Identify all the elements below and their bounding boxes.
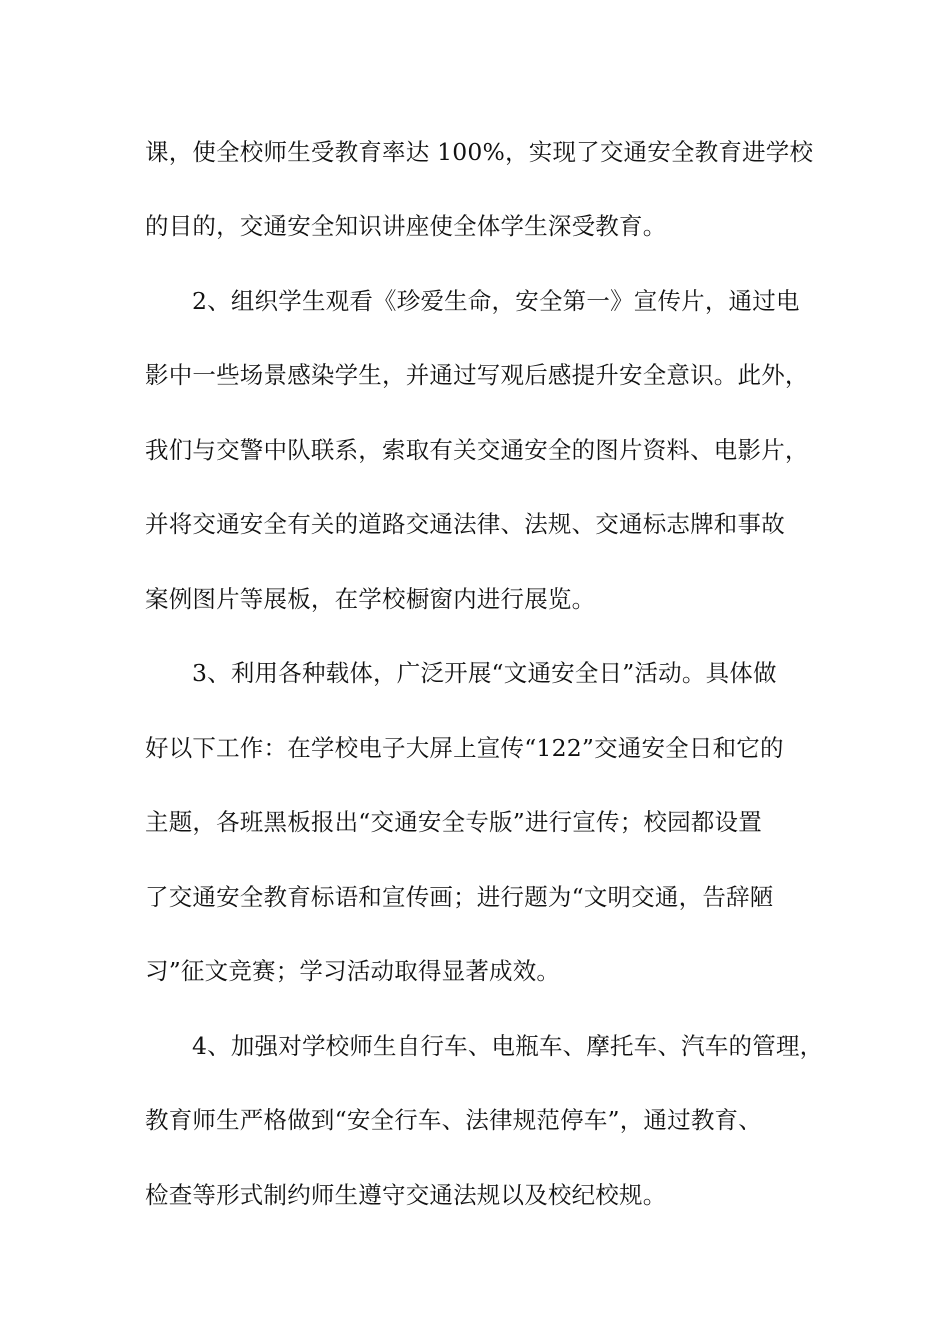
text-line-15: 检查等形式制约师生遵守交通法规以及校纪校规。 (145, 1181, 667, 1209)
paragraph-4-start: 4、加强对学校师生自行车、电瓶车、摩托车、汽车的管理， (192, 1032, 824, 1060)
text-line-11: 了交通安全教育标语和宣传画；进行题为“文明交通，告辞陋 (145, 883, 774, 911)
text-line-10: 主题，各班黑板报出“交通安全专版”进行宣传；校园都设置 (145, 808, 762, 836)
text-line-1: 课，使全校师生受教育率达 100%，实现了交通安全教育进学校 (145, 138, 814, 166)
text-line-2: 的目的，交通安全知识讲座使全体学生深受教育。 (145, 212, 667, 240)
text-line-6: 并将交通安全有关的道路交通法律、法规、交通标志牌和事故 (145, 510, 785, 538)
text-line-5: 我们与交警中队联系，索取有关交通安全的图片资料、电影片， (145, 436, 809, 464)
text-line-4: 影中一些场景感染学生，并通过写观后感提升安全意识。此外， (145, 361, 809, 389)
text-line-9: 好以下工作：在学校电子大屏上宣传“122”交通安全日和它的 (145, 734, 784, 762)
paragraph-2-start: 2、组织学生观看《珍爱生命，安全第一》宣传片，通过电 (192, 287, 800, 315)
text-line-12: 习”征文竞赛；学习活动取得显著成效。 (145, 957, 561, 985)
paragraph-3-start: 3、利用各种载体，广泛开展“文通安全日”活动。具体做 (192, 659, 777, 687)
text-line-7: 案例图片等展板，在学校橱窗内进行展览。 (145, 585, 596, 613)
text-line-14: 教育师生严格做到“安全行车、法律规范停车”，通过教育、 (145, 1106, 762, 1134)
